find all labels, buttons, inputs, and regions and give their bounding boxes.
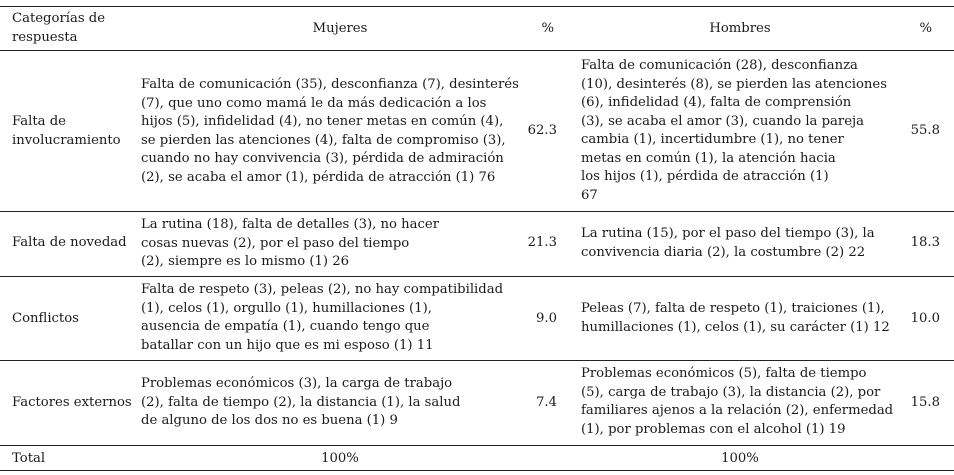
- header-men: Hombres: [709, 21, 771, 36]
- men-percent: 15.8: [910, 395, 940, 410]
- row-divider: [0, 211, 954, 212]
- table-bottom-rule: [0, 470, 954, 471]
- row-divider: [0, 360, 954, 361]
- total-men: 100%: [721, 451, 759, 466]
- total-women: 100%: [321, 451, 359, 466]
- women-responses: Falta de comunicación (35), desconfianza (7), desinterés (7), que uno como mamá le da más dedicación a los hijos (5), infidelidad (4), no tener metas en común (4), se pierden las atenciones (4), falta de compromiso (3), cuando no hay convivencia (3), pérdida de admiración (2), se acaba el amor (1), pérdida de atracción (1) 76: [141, 77, 519, 185]
- women-percent: 9.0: [536, 311, 557, 326]
- women-responses: Falta de respeto (3), peleas (2), no hay compatibilidad (1), celos (1), orgullo (1), humillaciones (1), ausencia de empatía (1), cuando tengo que batallar con un hijo que es mi esposo (1) 11: [141, 282, 504, 353]
- header-women: Mujeres: [312, 21, 368, 36]
- row-category: Falta de involucramiento: [12, 114, 121, 148]
- men-percent: 10.0: [910, 311, 940, 326]
- men-percent: 18.3: [910, 235, 940, 250]
- men-responses: La rutina (15), por el paso del tiempo (3), la convivencia diaria (2), la costumbre (2) 22: [581, 226, 875, 260]
- women-percent: 62.3: [527, 123, 557, 138]
- women-responses: La rutina (18), falta de detalles (3), no hacer cosas nuevas (2), por el paso del tiempo (2), siempre es lo mismo (1) 26: [141, 217, 440, 269]
- men-percent: 55.8: [910, 123, 940, 138]
- men-responses: Falta de comunicación (28), desconfianza (10), desinterés (8), se pierden las atenciones (6), infidelidad (4), falta de comprensión (3), se acaba el amor (3), cuando la pareja cambia (1), incertidumbre (1), no tener metas en común (1), la atención hacia los hijos (1), pérdida de atracción (1) 67: [581, 58, 887, 203]
- men-responses: Problemas económicos (5), falta de tiempo (5), carga de trabajo (3), la distancia (2), por familiares ajenos a la relación (2), enfermedad (1), por problemas con el alcohol (1) 19: [581, 366, 894, 437]
- total-label: Total: [12, 451, 46, 466]
- row-category: Falta de novedad: [12, 235, 127, 250]
- women-percent: 21.3: [527, 235, 557, 250]
- women-percent: 7.4: [536, 395, 557, 410]
- row-category: Factores externos: [12, 395, 132, 410]
- header-men-percent: %: [919, 21, 932, 36]
- header-bottom-rule: [0, 50, 954, 51]
- men-responses: Peleas (7), falta de respeto (1), traiciones (1), humillaciones (1), celos (1), su carácter (1) 12: [581, 301, 890, 335]
- row-divider: [0, 445, 954, 446]
- table-top-rule: [0, 6, 954, 7]
- women-responses: Problemas económicos (3), la carga de trabajo (2), falta de tiempo (2), la distancia (1), la salud de alguno de los dos no es buena (1) 9: [141, 376, 461, 428]
- header-women-percent: %: [541, 21, 554, 36]
- row-divider: [0, 276, 954, 277]
- header-category: Categorías de respuesta: [12, 11, 106, 45]
- row-category: Conflictos: [12, 311, 79, 326]
